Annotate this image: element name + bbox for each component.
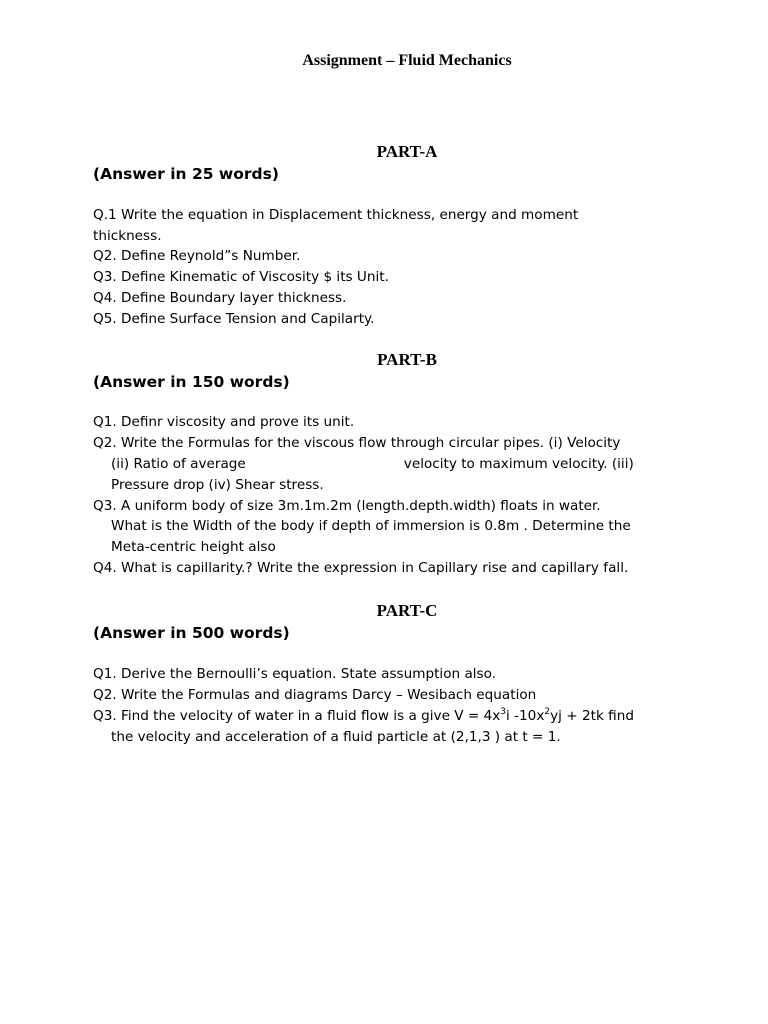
- part-a-question-1: Q.1 Write the equation in Displacement thickness, energy and moment: [93, 207, 579, 223]
- part-b-question-3: Q3. A uniform body of size 3m.1m.2m (length.depth.width) floats in water.: [93, 498, 601, 514]
- part-c-question-3-line-2: the velocity and acceleration of a fluid particle at (2,1,3 ) at t = 1.: [111, 729, 561, 745]
- part-b-question-3-line-3: Meta-centric height also: [111, 539, 276, 555]
- document-title: Assignment – Fluid Mechanics: [302, 52, 512, 69]
- part-a-question-3: Q3. Define Kinematic of Viscosity $ its Unit.: [93, 269, 389, 285]
- part-c-question-3-text-c: yj + 2tk find: [550, 708, 634, 724]
- part-a-heading: PART-A: [376, 142, 438, 161]
- part-b-heading: PART-B: [377, 350, 437, 369]
- part-c-question-3-text-b: i -10x: [506, 708, 545, 724]
- exponent-superscript: 3: [500, 707, 507, 717]
- part-b-question-3-line-2: What is the Width of the body if depth of immersion is 0.8m . Determine the: [111, 518, 631, 534]
- part-c-question-3: [93, 706, 634, 726]
- part-b-question-2-segment-b: velocity to maximum velocity. (iii): [403, 456, 634, 472]
- part-b-question-1: Q1. Definr viscosity and prove its unit.: [93, 414, 355, 430]
- part-b-question-2: Q2. Write the Formulas for the viscous flow through circular pipes. (i) Velocity: [93, 435, 621, 451]
- part-b-question-4: Q4. What is capillarity.? Write the expression in Capillary rise and capillary fall.: [93, 560, 629, 576]
- part-a-question-1-continued: thickness.: [93, 228, 162, 244]
- part-b-question-2-line-3: Pressure drop (iv) Shear stress.: [111, 477, 324, 493]
- part-c-question-2: Q2. Write the Formulas and diagrams Darcy – Wesibach equation: [93, 687, 537, 703]
- part-b-word-limit: (Answer in 150 words): [93, 373, 290, 391]
- part-a-question-2: Q2. Define Reynold”s Number.: [93, 248, 301, 264]
- part-c-question-3-text-a: Q3. Find the velocity of water in a fluid flow is a give V = 4x: [93, 708, 501, 724]
- part-a-question-4: Q4. Define Boundary layer thickness.: [93, 290, 347, 306]
- part-a-word-limit: (Answer in 25 words): [93, 165, 279, 183]
- part-a-question-5: Q5. Define Surface Tension and Capilarty.: [93, 311, 375, 327]
- part-c-word-limit: (Answer in 500 words): [93, 624, 290, 642]
- part-b-question-2-segment-a: (ii) Ratio of average: [111, 456, 246, 472]
- exponent-superscript: 2: [544, 707, 551, 717]
- part-c-heading: PART-C: [376, 601, 438, 620]
- part-b-question-2-line-2: [111, 454, 634, 474]
- part-c-question-1: Q1. Derive the Bernoulli’s equation. State assumption also.: [93, 666, 497, 682]
